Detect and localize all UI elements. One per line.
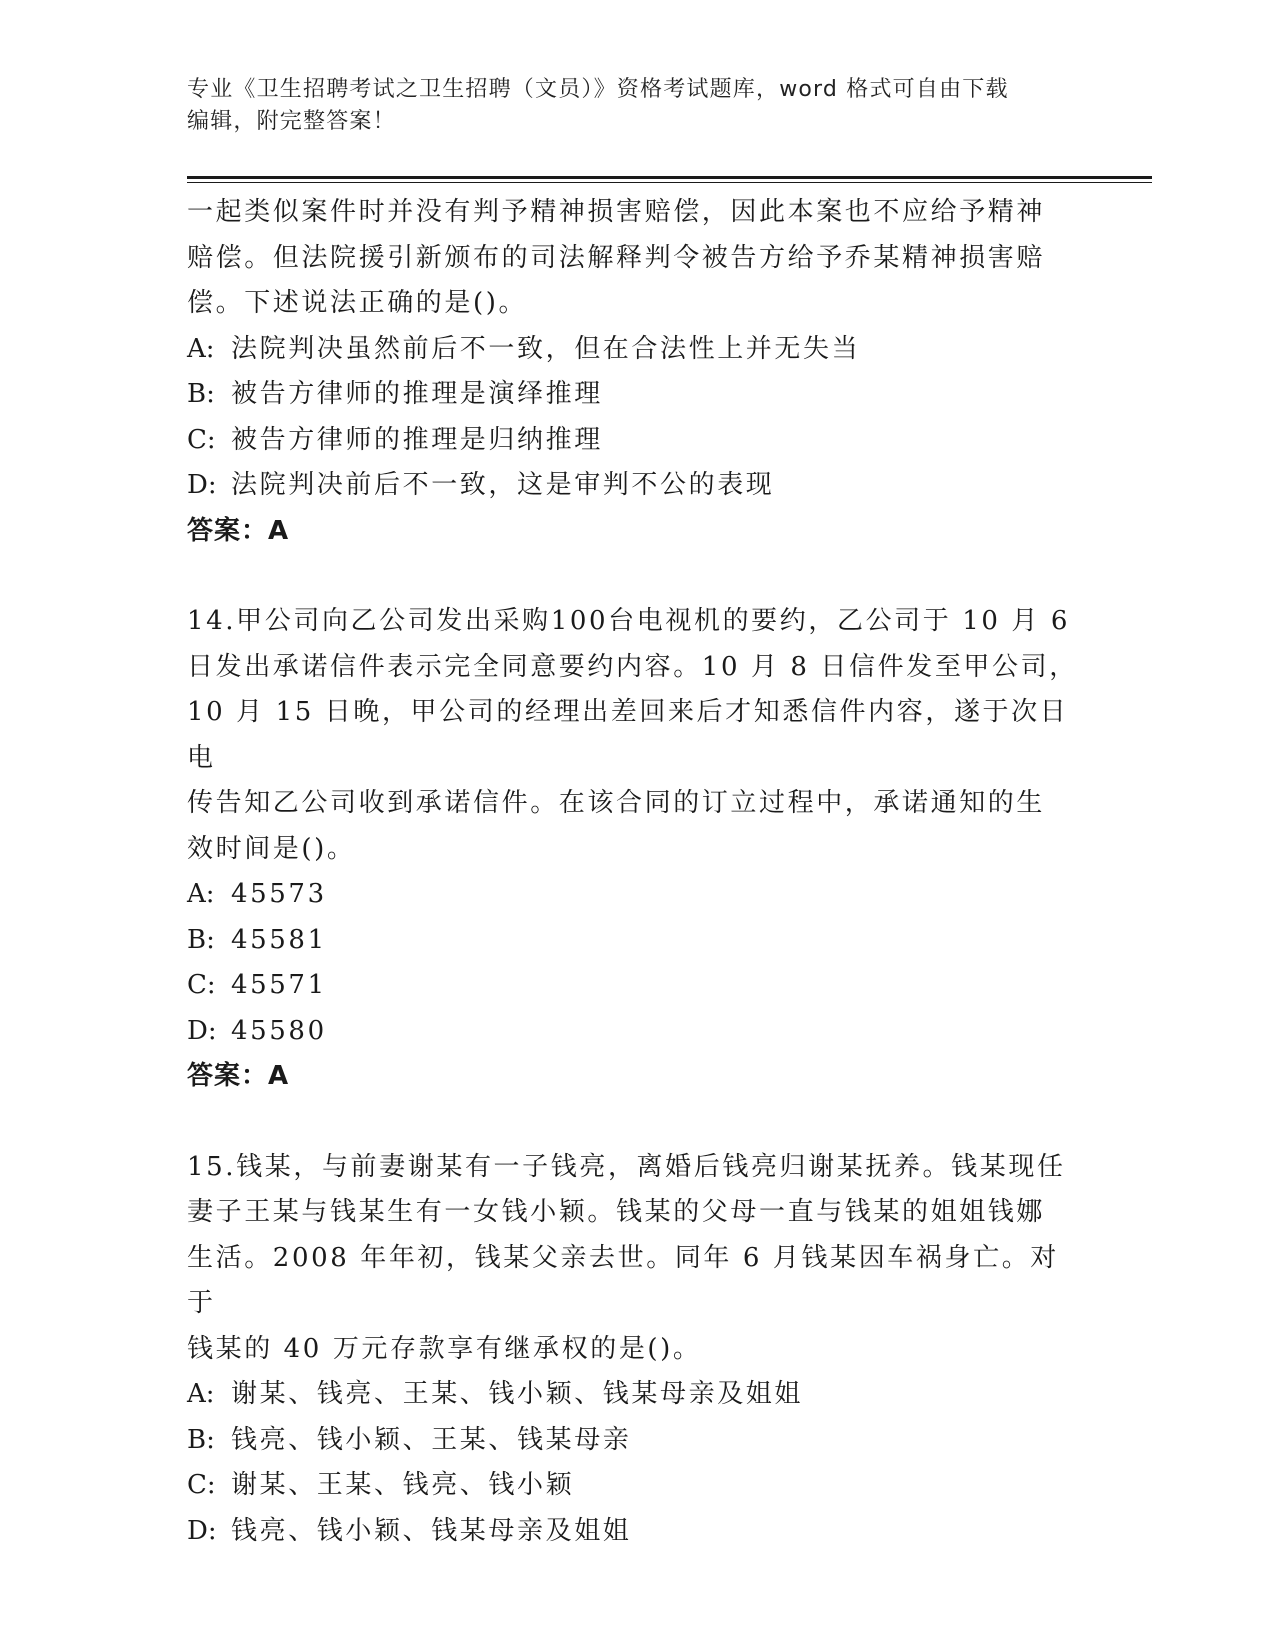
option-text: 法院判决虽然前后不一致，但在合法性上并无失当 [231, 333, 861, 364]
option-letter: B: [187, 379, 215, 409]
question-stem-line: 钱某的 40 万元存款享有继承权的是()。 [187, 1333, 702, 1364]
question-stem-line: 10 月 15 日晚，甲公司的经理出差回来后才知悉信件内容，遂于次日电 [187, 697, 1069, 773]
option-text: 被告方律师的推理是演绎推理 [231, 379, 603, 409]
option-a [187, 1372, 1087, 1418]
option-text: 45580 [231, 1015, 327, 1046]
question-stem-line: 赔偿。但法院援引新颁布的司法解释判令被告方给予乔某精神损害赔 [187, 242, 1046, 273]
option-text: 谢某、王某、钱亮、钱小颖 [231, 1470, 575, 1500]
question-stem-line: 偿。下述说法正确的是()。 [187, 288, 528, 318]
option-b [187, 1418, 1087, 1464]
option-letter: B: [187, 1424, 215, 1455]
question-15 [187, 1145, 1087, 1555]
option-letter: C: [187, 424, 216, 455]
option-text: 法院判决前后不一致，这是审判不公的表现 [231, 470, 775, 500]
spacer [187, 1100, 1087, 1145]
option-letter: C: [187, 1470, 216, 1500]
option-d [187, 463, 1087, 509]
option-a [187, 872, 1087, 918]
question-stem-line: 15.钱某，与前妻谢某有一子钱亮，离婚后钱亮归谢某抚养。钱某现任 [187, 1151, 1066, 1182]
option-letter: A: [187, 879, 215, 909]
header-line-1: 专业《卫生招聘考试之卫生招聘（文员）》资格考试题库，word 格式可自由下载 [187, 77, 1009, 102]
option-c [187, 418, 1087, 464]
option-letter: A: [187, 333, 215, 364]
option-d [187, 1009, 1087, 1055]
option-text: 45573 [231, 879, 327, 909]
option-text: 谢某、钱亮、王某、钱小颖、钱某母亲及姐姐 [231, 1379, 804, 1409]
option-b [187, 918, 1087, 964]
option-text: 45581 [231, 924, 327, 955]
option-text: 45571 [231, 970, 327, 1000]
option-letter: B: [187, 924, 215, 955]
question-stem-line: 妻子王某与钱某生有一女钱小颖。钱某的父母一直与钱某的姐姐钱娜 [187, 1197, 1046, 1227]
question-stem-line: 一起类似案件时并没有判予精神损害赔偿，因此本案也不应给予精神 [187, 197, 1046, 227]
option-c [187, 963, 1087, 1009]
option-letter: D: [187, 1515, 217, 1546]
option-b [187, 372, 1087, 418]
answer-label: 答案：A [187, 1061, 290, 1091]
option-text: 被告方律师的推理是归纳推理 [231, 424, 603, 455]
option-text: 钱亮、钱小颖、王某、钱某母亲 [231, 1424, 632, 1455]
answer-label: 答案：A [187, 515, 290, 546]
question-14 [187, 599, 1087, 1100]
option-letter: D: [187, 1015, 217, 1046]
option-c [187, 1463, 1087, 1509]
question-content [187, 190, 1087, 1554]
question-13 [187, 190, 1087, 554]
question-stem-line: 生活。2008 年年初，钱某父亲去世。同年 6 月钱某因车祸身亡。对于 [187, 1242, 1059, 1318]
question-stem-line: 日发出承诺信件表示完全同意要约内容。10 月 8 日信件发至甲公司， [187, 651, 1078, 682]
header-divider-thin [187, 182, 1152, 183]
page-header [187, 74, 1067, 138]
question-stem-line: 效时间是()。 [187, 833, 356, 864]
spacer [187, 554, 1087, 599]
option-d [187, 1509, 1087, 1555]
option-a [187, 327, 1087, 373]
question-stem-line: 传告知乙公司收到承诺信件。在该合同的订立过程中，承诺通知的生 [187, 788, 1046, 818]
option-letter: C: [187, 970, 216, 1000]
option-letter: D: [187, 470, 217, 500]
option-letter: A: [187, 1379, 215, 1409]
option-text: 钱亮、钱小颖、钱某母亲及姐姐 [231, 1515, 632, 1546]
header-divider-thick [187, 176, 1152, 179]
header-line-2: 编辑，附完整答案！ [187, 109, 396, 134]
question-stem-line: 14.甲公司向乙公司发出采购100台电视机的要约，乙公司于 10 月 6 [187, 606, 1070, 636]
